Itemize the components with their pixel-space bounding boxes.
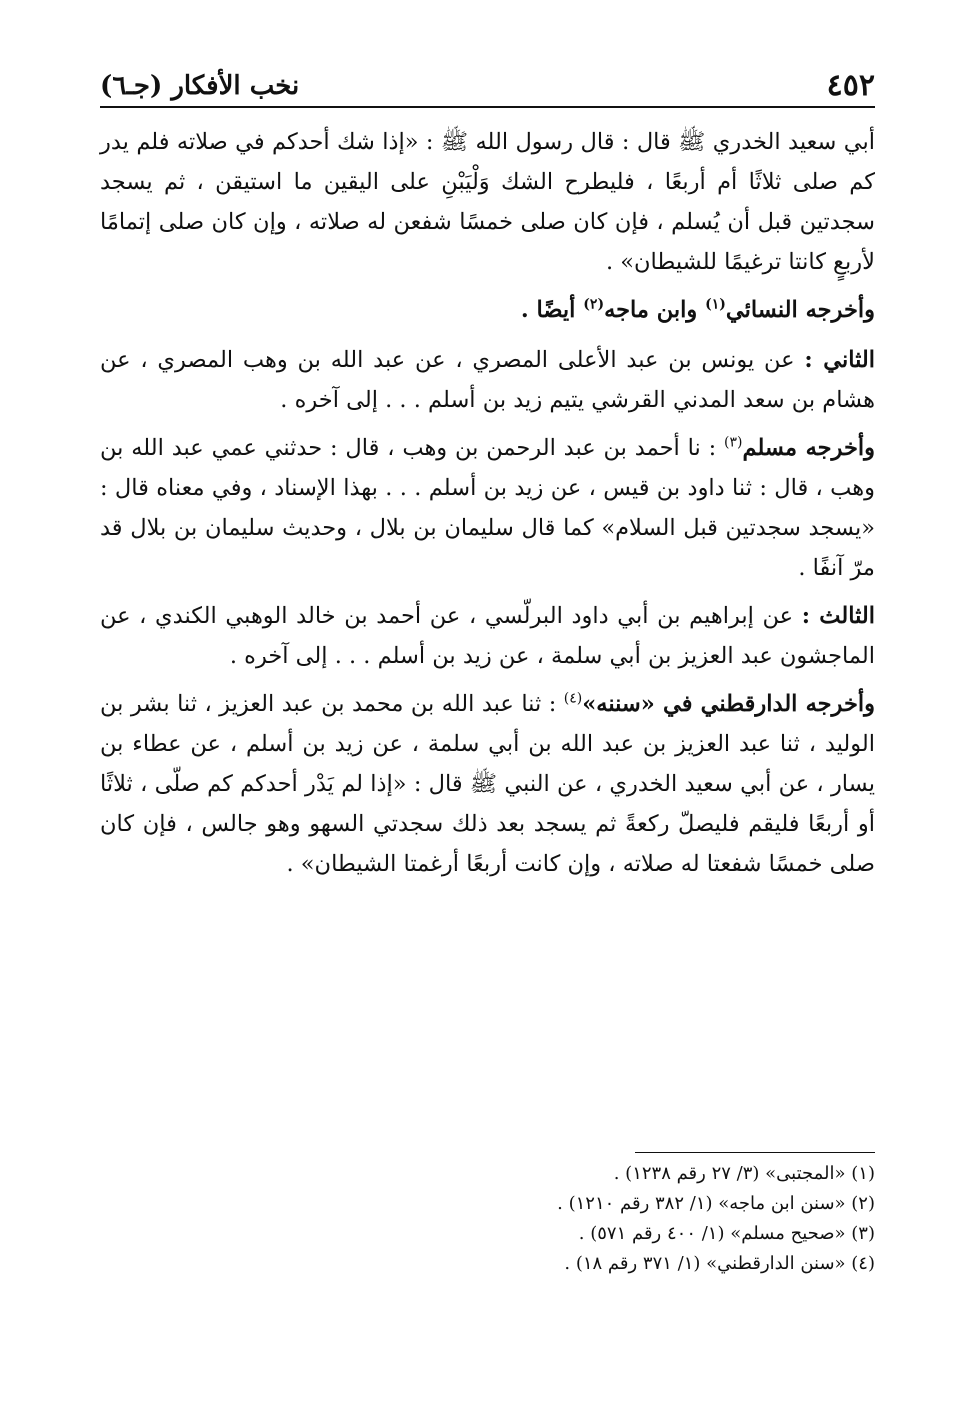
section-lead: الثالث :	[801, 603, 875, 629]
book-page	[100, 62, 875, 1362]
footnote-1: (١) «المجتبى» (٣/ ٢٧ رقم ١٢٣٨) .	[613, 1163, 875, 1184]
paragraph-nasai-ibn-majah	[100, 290, 875, 330]
running-title: نخب الأفكار (جـ٦)	[100, 71, 300, 101]
footnote-3: (٣) «صحيح مسلم» (١/ ٤٠٠ رقم ٥٧١) .	[578, 1223, 875, 1244]
paragraph-text: : نا أحمد بن عبد الرحمن بن وهب ، قال : حدثني عمي عبد الله بن وهب ، قال : ثنا داود بن قيس ، عن زيد بن أسلم . . . بهذا الإسناد ، وفي معناه قال : «يسجد سجدتين قبل السلام» كما قال سليمان بن بلال ، وحديث سليمان بن بلال قد مرّ آنفًا .	[100, 435, 875, 581]
paragraph-text: عن إبراهيم بن أبي داود البرلّسي ، عن أحمد بن خالد الوهبي الكندي ، عن الماجشون عبد العزيز بن أبي سلمة ، عن زيد بن أسلم . . . إلى آخره .	[100, 603, 875, 669]
section-lead: الثاني :	[804, 347, 875, 373]
footnote-ref-4[interactable]: (٤)	[563, 690, 583, 707]
section-lead: وأخرجه مسلم	[742, 435, 875, 461]
text-segment: وابن ماجه	[604, 297, 706, 323]
paragraph-second-chain	[100, 340, 875, 420]
paragraph-text: : ثنا عبد الله بن محمد بن عبد العزيز ، ثنا بشر بن الوليد ، ثنا عبد العزيز بن عبد الله بن أبي سلمة ، عن زيد بن أسلم ، عن عطاء بن يسار ، عن أبي سعيد الخدري ، عن النبي ﷺ قال : «إذا لم يَدْر أحدكم كم صلّى ، ثلاثًا أو أربعًا فليقم فليصلّ ركعةً ثم يسجد بعد ذلك سجدتي السهو وهو جالس ، فإن كان صلى خمسًا شفعتا له صلاته ، وإن كانت أربعًا أرغمتا الشيطان» .	[100, 691, 875, 877]
footnote-ref-2[interactable]: (٢)	[583, 296, 605, 313]
footnote-ref-3[interactable]: (٣)	[724, 434, 743, 451]
page-number: ٤٥٢	[826, 68, 875, 103]
footnote-2: (٢) «سنن ابن ماجه» (١/ ٣٨٢ رقم ١٢١٠) .	[557, 1193, 875, 1214]
page-body	[100, 122, 875, 884]
paragraph-muslim	[100, 428, 875, 588]
footnote-divider	[635, 1152, 875, 1153]
footnote-4: (٤) «سنن الدارقطني» (١/ ٣٧١ رقم ١٨) .	[564, 1253, 875, 1274]
paragraph-third-chain	[100, 596, 875, 676]
page-header	[100, 62, 875, 108]
text-segment: وأخرجه النسائي	[725, 297, 875, 323]
footnotes	[100, 1152, 875, 1279]
paragraph-daraqutni	[100, 684, 875, 884]
paragraph-text: عن يونس بن عبد الأعلى المصري ، عن عبد الله بن وهب المصري ، عن هشام بن سعد المدني القرشي يتيم زيد بن أسلم . . . إلى آخره .	[100, 347, 875, 413]
paragraph-hadith-continuation: أبي سعيد الخدري ﷺ قال : قال رسول الله ﷺ : «إذا شك أحدكم في صلاته فلم يدر كم صلى ثلاثًا أم أربعًا ، فليطرح الشك وَلْيَبْنِ على اليقين ما استيقن ، ثم يسجد سجدتين قبل أن يُسلم ، فإن كان صلى خمسًا شفعن له صلاته ، وإن كان صلى إتمامًا لأربعٍ كانتا ترغيمًا للشيطان» .	[100, 129, 875, 275]
text-segment: أيضًا .	[520, 297, 584, 323]
footnote-ref-1[interactable]: (١)	[705, 296, 726, 313]
section-lead: وأخرجه الدارقطني في «سننه»	[582, 691, 875, 717]
